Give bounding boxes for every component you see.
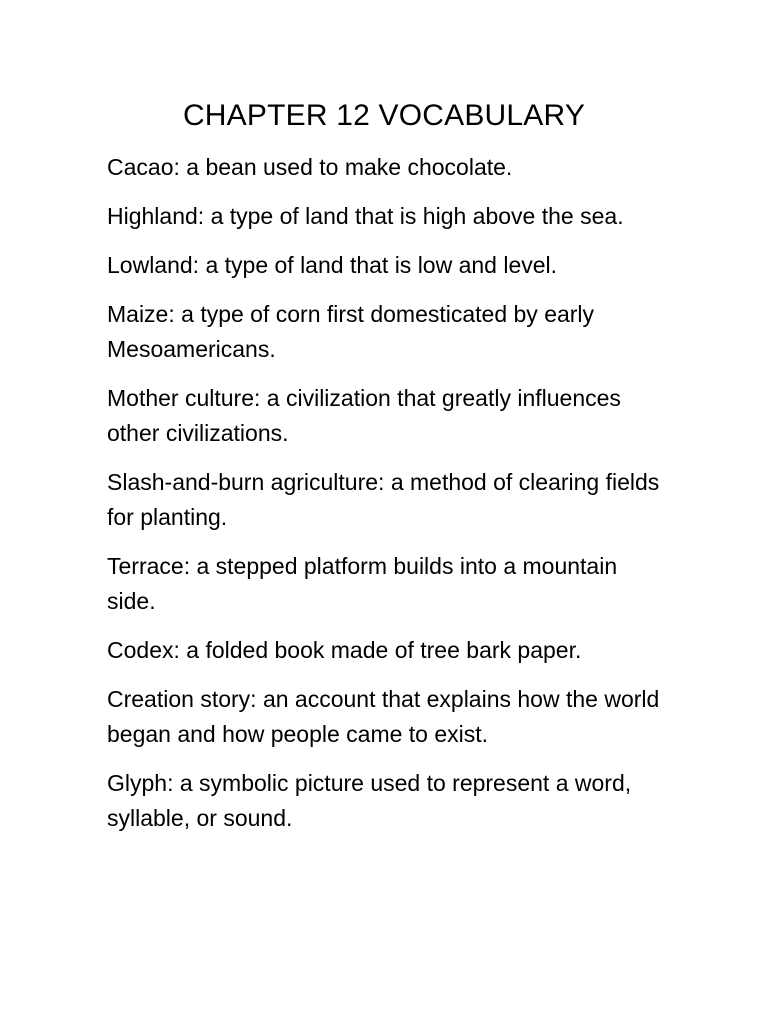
vocab-entry-mother-culture: Mother culture: a civilization that greatly influences other civilizations. bbox=[107, 385, 621, 446]
vocab-entry-cacao: Cacao: a bean used to make chocolate. bbox=[107, 154, 513, 180]
vocab-entry-highland: Highland: a type of land that is high above the sea. bbox=[107, 203, 624, 229]
vocab-entry-lowland: Lowland: a type of land that is low and level. bbox=[107, 252, 558, 278]
vocab-entry-slash-and-burn: Slash-and-burn agriculture: a method of clearing fields for planting. bbox=[107, 469, 660, 530]
vocab-entry-creation-story: Creation story: an account that explains how the world began and how people came to exist. bbox=[107, 686, 660, 747]
page-title: CHAPTER 12 VOCABULARY bbox=[182, 99, 586, 132]
vocab-entry-maize: Maize: a type of corn first domesticated by early Mesoamericans. bbox=[107, 301, 595, 362]
vocabulary-list bbox=[107, 150, 663, 850]
vocab-entry-codex: Codex: a folded book made of tree bark paper. bbox=[107, 637, 582, 663]
vocab-entry-glyph: Glyph: a symbolic picture used to represent a word, syllable, or sound. bbox=[107, 770, 632, 831]
vocab-entry-terrace: Terrace: a stepped platform builds into a mountain side. bbox=[107, 553, 618, 614]
